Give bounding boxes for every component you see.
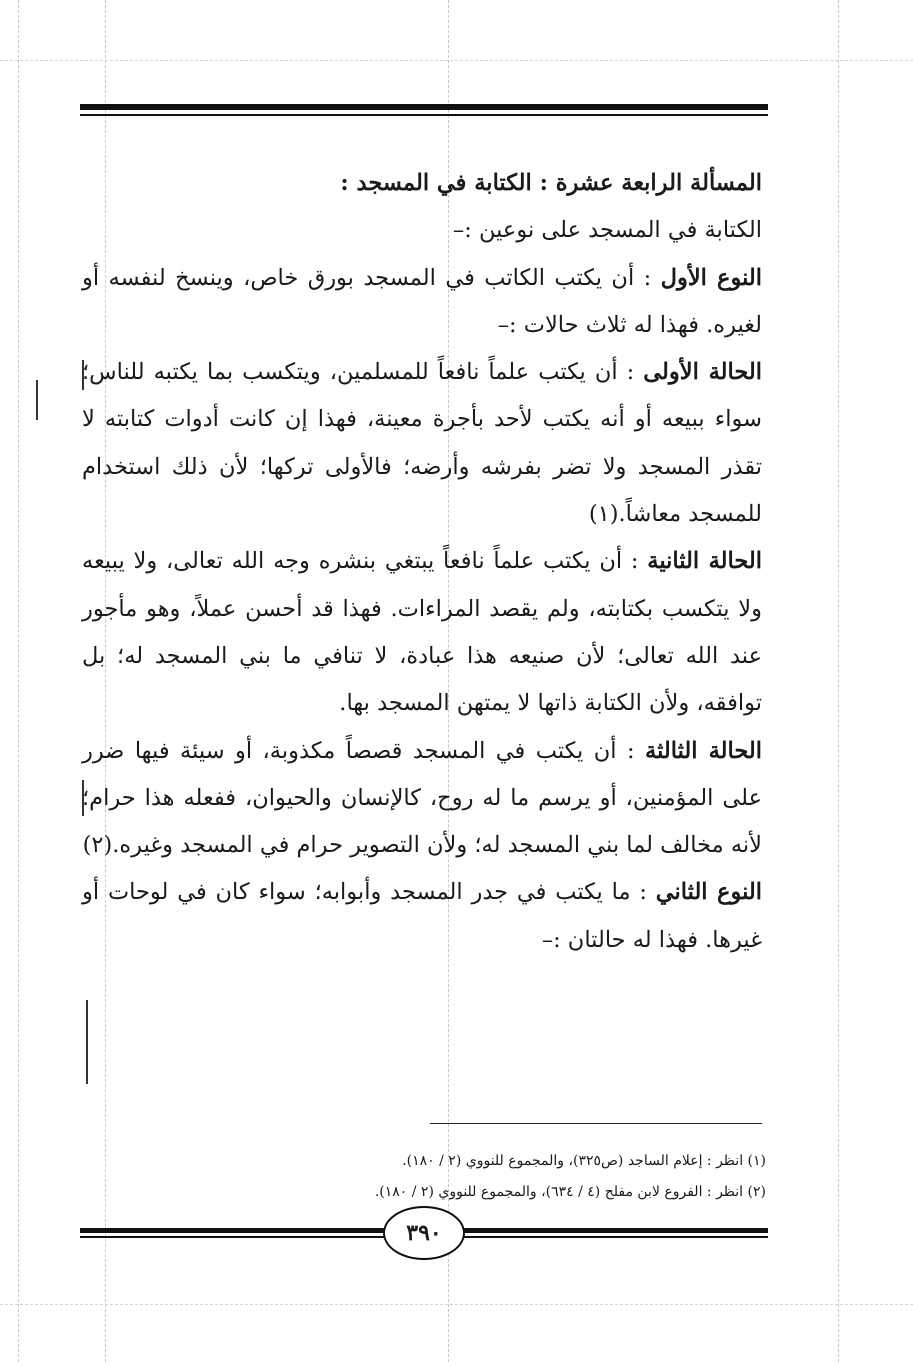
- type1-paragraph: [82, 255, 762, 350]
- scan-guide-line: [18, 0, 19, 1362]
- case3-label: الحالة الثالثة: [645, 737, 762, 764]
- scan-guide-line: [0, 1304, 913, 1305]
- footnote-separator: [430, 1123, 762, 1124]
- footnote-2: (٢) انظر : الفروع لابن مفلح (٤ / ٦٣٤)، والمجموع للنووي (٢ / ١٨٠).: [374, 1184, 766, 1200]
- heading-text: المسألة الرابعة عشرة : الكتابة في المسجد :: [340, 170, 762, 196]
- case3-paragraph: [82, 728, 762, 870]
- case1-text: : أن يكتب علماً نافعاً للمسلمين، ويتكسب بما يكتبه للناس؛ سواء ببيعه أو أنه يكتب لأحد بأجرة معينة، فهذا إن كانت أدوات كتابته لا تقذر المسجد ولا تضر بفرشه وأرضه؛ فالأولى تركها؛ لأن ذلك استخدام للمسجد معاشاً.(١): [82, 359, 762, 528]
- case2-text: : أن يكتب علماً نافعاً يبتغي بنشره وجه الله تعالى، ولا يبيعه ولا يتكسب بكتابته، ولم يقصد المراءات. فهذا قد أحسن عملاً، وهو مأجور عند الله تعالى؛ لأن صنيعه هذا عبادة، لا تنافي ما بني المسجد له؛ بل توافقه، ولأن الكتابة ذاتها لا يمتهن المسجد بها.: [82, 548, 762, 717]
- intro-paragraph: الكتابة في المسجد على نوعين :–: [453, 217, 762, 244]
- main-text: [82, 160, 762, 964]
- scan-guide-line: [0, 60, 913, 61]
- case1-label: الحالة الأولى: [643, 359, 762, 386]
- case2-label: الحالة الثانية: [647, 548, 762, 575]
- margin-mark: [86, 1000, 88, 1084]
- margin-mark: [36, 380, 38, 420]
- type2-label: النوع الثاني: [655, 879, 763, 906]
- case2-paragraph: [82, 538, 762, 727]
- scan-guide-line: [838, 0, 839, 1362]
- type2-paragraph: [82, 869, 762, 964]
- header-rule-thick: [80, 104, 768, 110]
- footnotes: [200, 1146, 766, 1208]
- section-heading: [82, 160, 762, 207]
- footnote-1: (١) انظر : إعلام الساجد (ص٣٢٥)، والمجموع للنووي (٢ / ١٨٠).: [402, 1153, 766, 1169]
- header-rule-thin: [80, 114, 768, 116]
- type2-text: : ما يكتب في جدر المسجد وأبوابه؛ سواء كان في لوحات أو غيرها. فهذا له حالتان :–: [82, 879, 762, 953]
- type1-label: النوع الأول: [660, 264, 762, 291]
- case1-paragraph: [82, 349, 762, 538]
- case3-text: : أن يكتب في المسجد قصصاً مكذوبة، أو سيئة فيها ضرر على المؤمنين، أو يرسم ما له روح، كالإنسان والحيوان، ففعله هذا حرام؛ لأنه مخالف لما بني المسجد له؛ ولأن التصوير حرام في المسجد وغيره.(٢): [82, 737, 762, 859]
- page-number: ٣٩٠: [406, 1220, 442, 1246]
- page-number-badge: [383, 1206, 465, 1260]
- type1-text: : أن يكتب الكاتب في المسجد بورق خاص، وينسخ لنفسه أو لغيره. فهذا له ثلاث حالات :–: [82, 264, 762, 338]
